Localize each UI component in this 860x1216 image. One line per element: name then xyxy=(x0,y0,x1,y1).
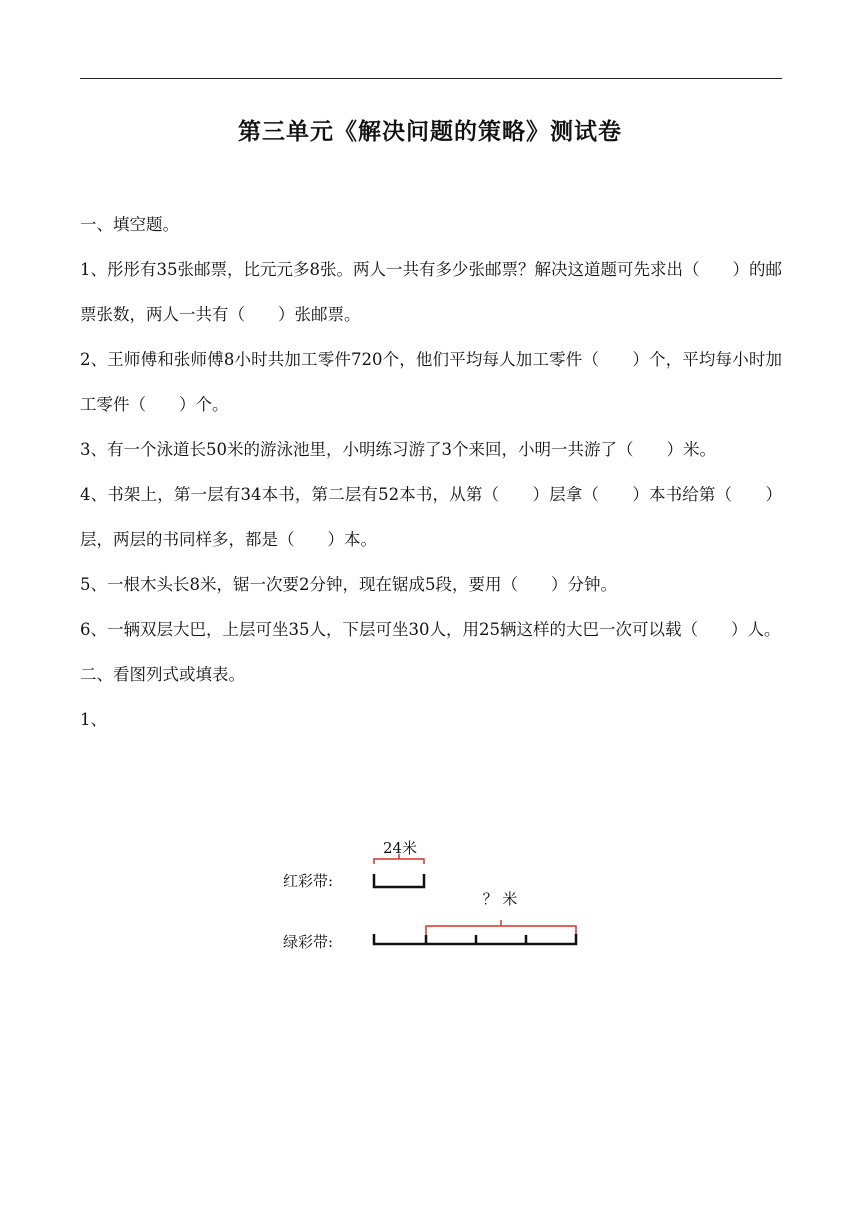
ribbon-diagram xyxy=(270,832,600,962)
ribbon-diagram-svg xyxy=(270,832,600,962)
red-length-label: 24米 xyxy=(382,839,418,857)
question-length-bracket xyxy=(426,920,576,936)
question-5: 5、一根木头长8米，锯一次要2分钟，现在锯成5段，要用（ ）分钟。 xyxy=(80,575,617,594)
question-1: 1、彤彤有35张邮票，比元元多8张。两人一共有多少张邮票？解决这道题可先求出（ ）的邮票张数，两人一共有（ ）张邮票。 xyxy=(80,260,782,324)
question-3: 3、有一个泳道长50米的游泳池里，小明练习游了3个来回，小明一共游了（ ）米。 xyxy=(80,440,716,459)
section-heading-fill-blanks: 一、填空题。 xyxy=(80,215,179,234)
question-length-label: ？ 米 xyxy=(482,890,518,908)
top-rule xyxy=(80,78,782,79)
diagram-question-1: 1、 xyxy=(80,710,107,729)
question-6: 6、一辆双层大巴，上层可坐35人，下层可坐30人，用25辆这样的大巴一次可以载（ ）人。 xyxy=(80,620,781,639)
page-title: 第三单元《解决问题的策略》测试卷 xyxy=(238,118,622,145)
green-ribbon-label: 绿彩带: xyxy=(283,933,334,951)
question-2: 2、王师傅和张师傅8小时共加工零件720个，他们平均每人加工零件（ ）个，平均每小时加工零件（ ）个。 xyxy=(80,350,782,414)
section-heading-diagram: 二、看图列式或填表。 xyxy=(80,665,245,684)
question-body xyxy=(80,202,782,742)
question-4: 4、书架上，第一层有34本书，第二层有52本书，从第（ ）层拿（ ）本书给第（ ）层，两层的书同样多，都是（ ）本。 xyxy=(80,485,782,549)
red-ribbon-bar xyxy=(374,874,424,887)
red-ribbon-label: 红彩带: xyxy=(283,872,334,890)
